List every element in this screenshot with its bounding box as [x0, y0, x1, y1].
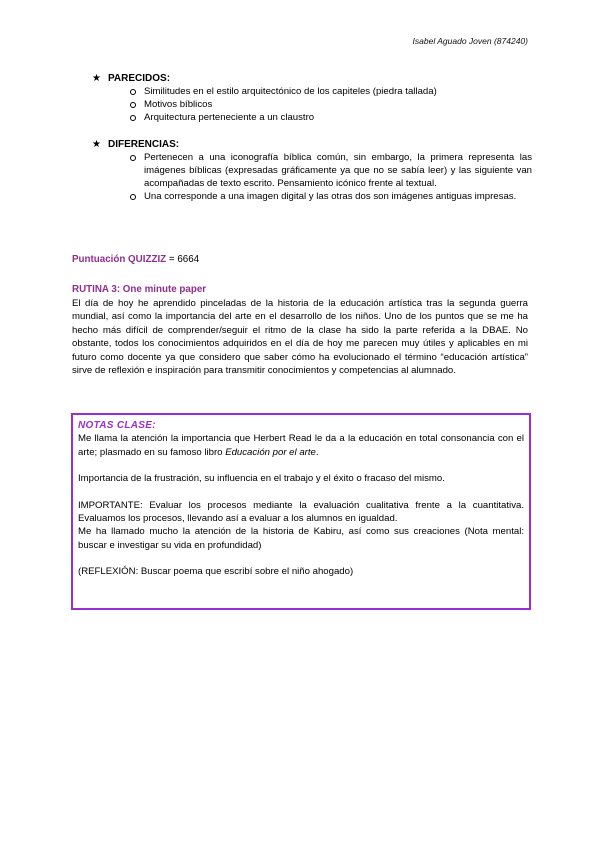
notes-box — [71, 413, 531, 610]
diferencias-list — [92, 151, 532, 203]
parecidos-section — [92, 72, 532, 124]
star-bullet-icon: ★ — [92, 73, 101, 84]
score-value: = 6664 — [168, 254, 200, 265]
book-title: Educación por el arte — [225, 446, 316, 458]
notes-title: NOTAS CLASE: — [78, 420, 156, 431]
page-header-author: Isabel Aguado Joven (874240) — [412, 36, 528, 46]
list-item: Una corresponde a una imagen digital y las otras dos son imágenes antiguas impresas. — [130, 190, 532, 203]
diferencias-section — [92, 138, 532, 203]
parecidos-list — [92, 85, 532, 124]
list-item: Similitudes en el estilo arquitectónico de los capiteles (piedra tallada) — [130, 85, 532, 98]
list-item: Motivos bíblicos — [130, 98, 532, 111]
score-label: Puntuación QUIZZIZ — [72, 254, 167, 265]
notes-paragraph: Me llama la atención la importancia que Herbert Read le da a la educación en total consonancia con el arte; plasmado en su famoso libro Educación por el arte. — [78, 433, 524, 458]
parecidos-title: PARECIDOS: — [108, 73, 171, 84]
notes-paragraph: Importancia de la frustración, su influencia en el trabajo y el éxito o fracaso del mismo. — [78, 473, 445, 485]
list-item: Arquitectura perteneciente a un claustro — [130, 111, 532, 124]
notes-paragraph: Me ha llamado mucho la atención de la historia de Kabiru, así como sus creaciones (Nota mental: buscar e investigar su vida en profundidad) — [78, 526, 524, 551]
notes-paragraph: (REFLEXIÓN: Buscar poema que escribí sobre el niño ahogado) — [78, 566, 354, 578]
rutina-title: RUTINA 3: One minute paper — [72, 284, 207, 295]
quizziz-score — [72, 254, 199, 265]
diferencias-title: DIFERENCIAS: — [108, 139, 180, 150]
list-item: Pertenecen a una iconografía bíblica común, sin embargo, la primera representa las imágenes bíblicas (expresadas gráficamente ya que no se sabía leer) y las siguiente van acompañadas de texto escrito. Pensamiento icónico frente al textual. — [130, 151, 532, 190]
rutina-body: El día de hoy he aprendido pinceladas de la historia de la educación artística tras la segunda guerra mundial, así como la importancia del arte en el desarrollo de los niños. Uno de los puntos que se me ha hecho más difícil de comprender/seguir el ritmo de la clase ha sido la parte referida a la DBAE. No obstante, todos los conocimientos adquiridos en el día de hoy me parecen muy útiles y aplicables en mi futuro como docente ya que considero que saber cómo ha evolucionado el término “educación artística” sirve de reflexión e inspiración para transmitir conocimientos y competencias al alumnado. — [72, 298, 528, 377]
notes-paragraph: IMPORTANTE: Evaluar los procesos mediante la evaluación cualitativa frente a la cuantitativa. Evaluamos los procesos, llevando así a evaluar a los alumnos en igualdad. — [78, 499, 524, 525]
star-bullet-icon: ★ — [92, 139, 101, 150]
